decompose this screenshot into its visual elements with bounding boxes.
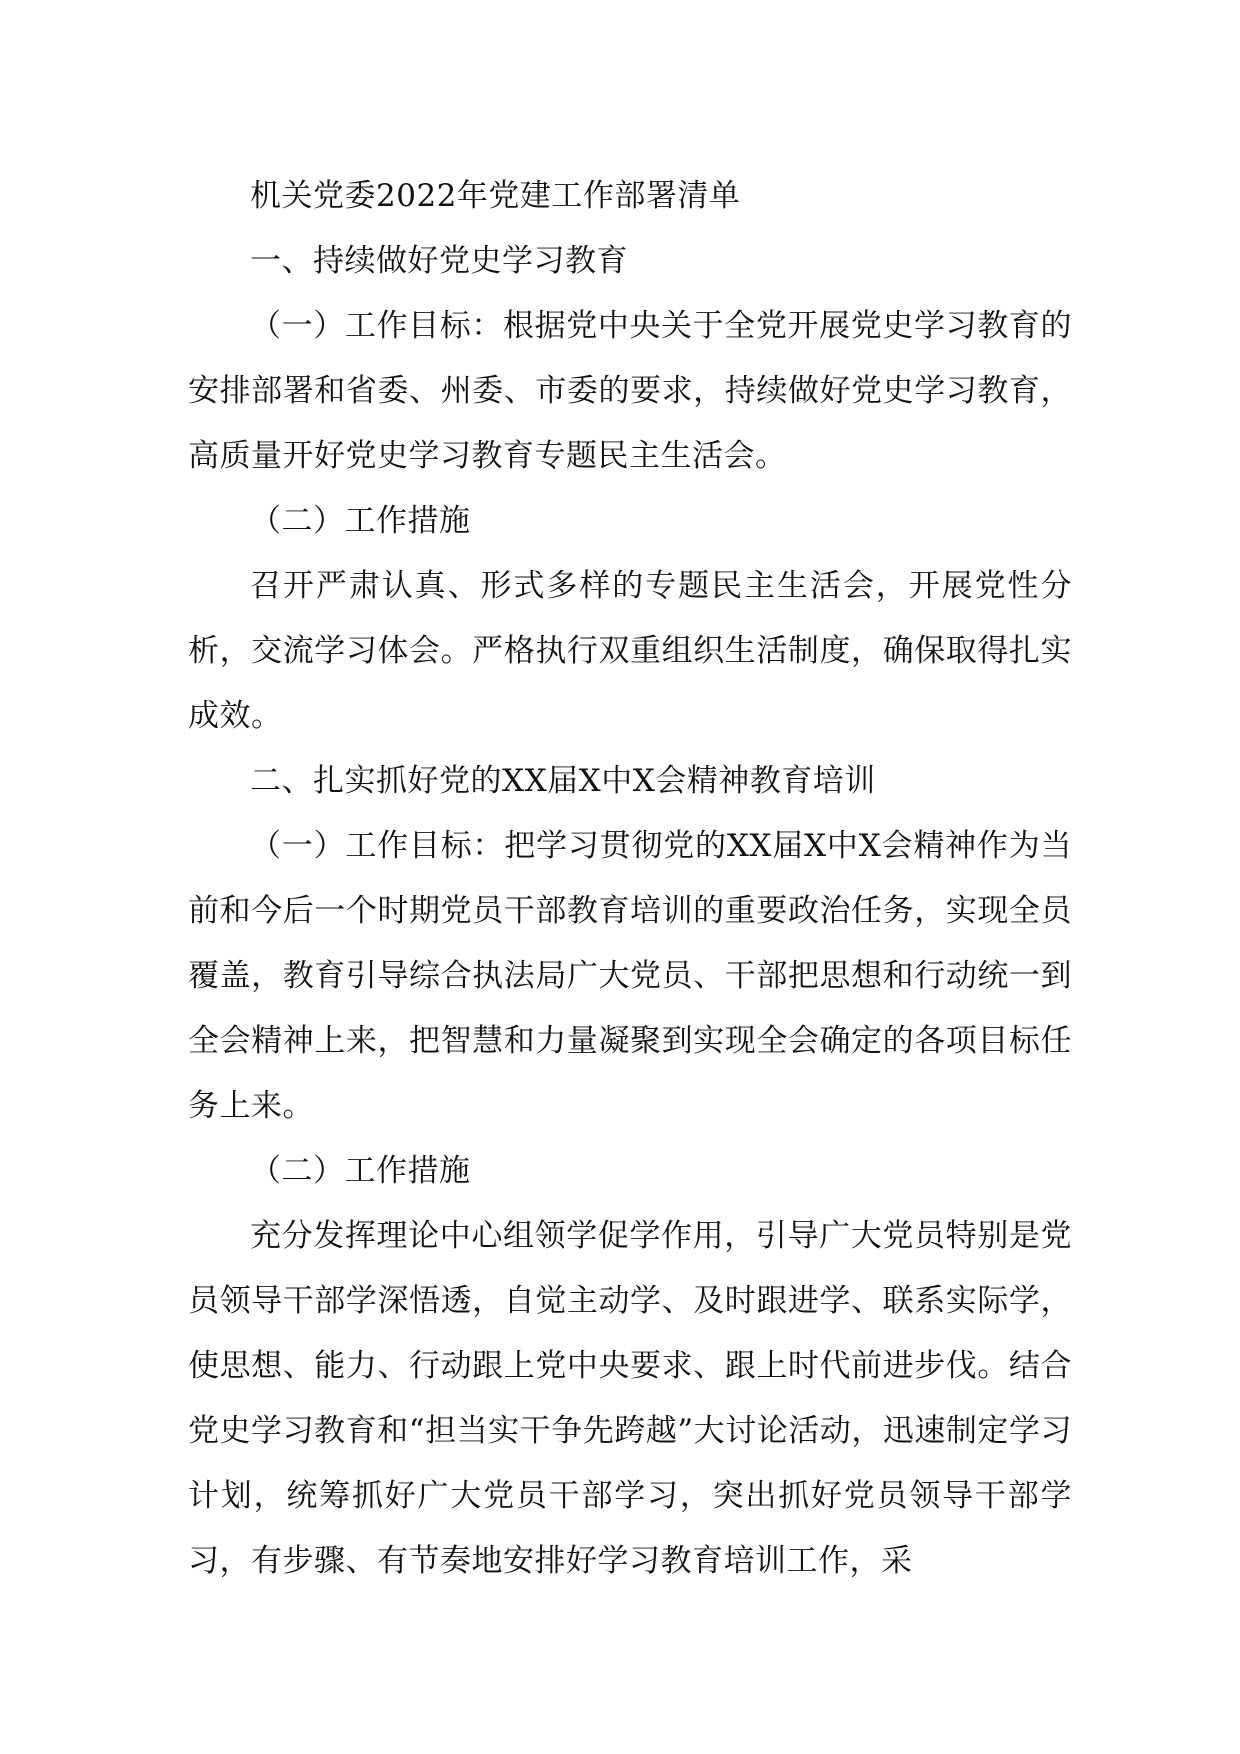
- section-heading-1: 一、持续做好党史学习教育: [250, 243, 628, 279]
- paragraph-goal-1: （一）工作目标：根据党中央关于全党开展党史学习教育的安排部署和省委、州委、市委的要求，持续做好党史学习教育，高质量开好党史学习教育专题民主生活会。: [188, 308, 1072, 474]
- subheading-measures-2: （二）工作措施: [250, 1153, 471, 1189]
- document-title: 机关党委2022年党建工作部署清单: [250, 178, 741, 214]
- section-heading-2: 二、扎实抓好党的XX届X中X会精神教育培训: [250, 763, 876, 799]
- paragraph-measures-2: 充分发挥理论中心组领学促学作用，引导广大党员特别是党员领导干部学深悟透，自觉主动学、及时跟进学、联系实际学，使思想、能力、行动跟上党中央要求、跟上时代前进步伐。结合党史学习教育和“担当实干争先跨越”大讨论活动，迅速制定学习计划，统筹抓好广大党员干部学习，突出抓好党员领导干部学习，有步骤、有节奏地安排好学习教育培训工作，采: [188, 1218, 1072, 1579]
- paragraph-goal-2: （一）工作目标：把学习贯彻党的XX届X中X会精神作为当前和今后一个时期党员干部教育培训的重要政治任务，实现全员覆盖，教育引导综合执法局广大党员、干部把思想和行动统一到全会精神上来，把智慧和力量凝聚到实现全会确定的各项目标任务上来。: [188, 828, 1072, 1124]
- paragraph-measures-1: 召开严肃认真、形式多样的专题民主生活会，开展党性分析，交流学习体会。严格执行双重组织生活制度，确保取得扎实成效。: [188, 568, 1072, 734]
- document-body: [188, 164, 1072, 1594]
- subheading-measures-1: （二）工作措施: [250, 503, 471, 539]
